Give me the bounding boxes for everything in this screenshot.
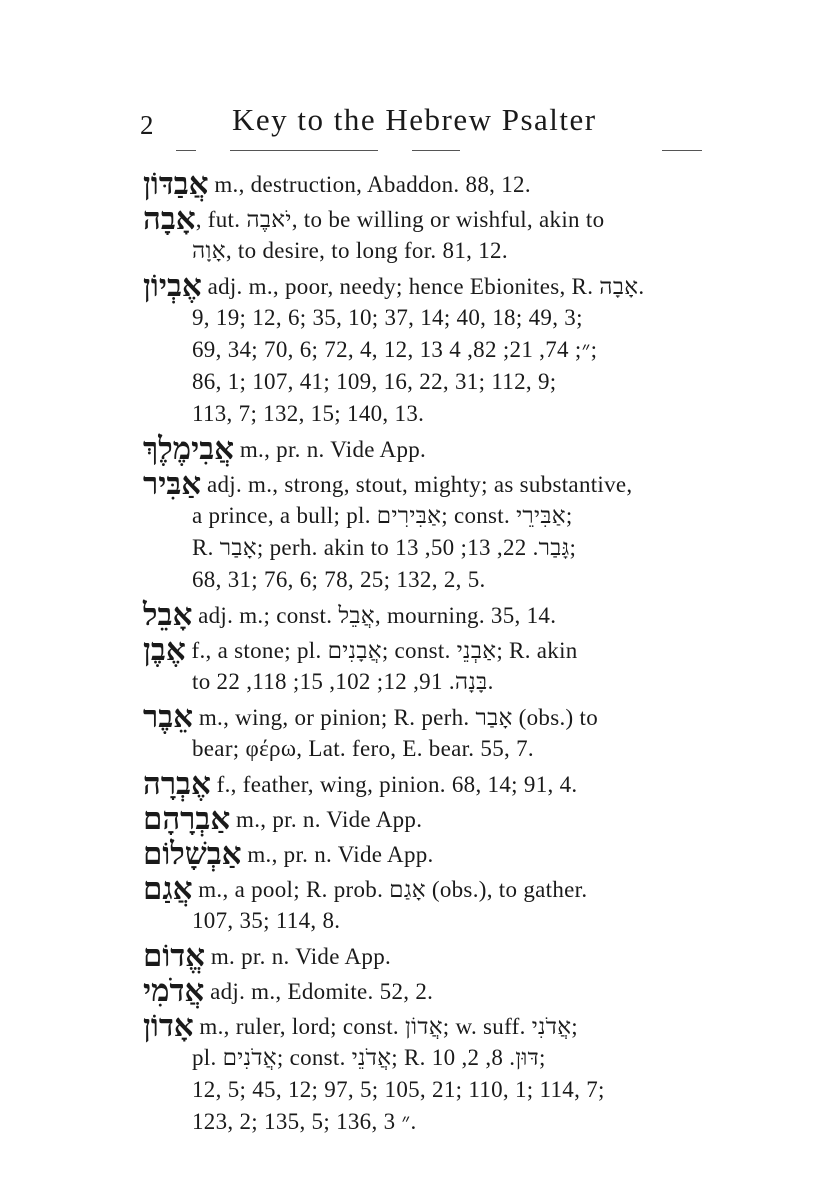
entry-text: m. pr. n. Vide App. (210, 944, 392, 969)
entry-text: m., wing, or pinion; R. perh. אָבַר (obs.) to (198, 705, 599, 730)
entry-line (143, 599, 703, 631)
entry-line (143, 666, 703, 698)
dictionary-entry (143, 768, 703, 800)
entry-text: m., ruler, lord; const. אֲדוֹן; w. suff. אֲדֹנִי; (199, 1014, 578, 1039)
entry-line (143, 564, 703, 596)
header-rule (230, 150, 378, 151)
hebrew-headword: אֲדֹמִי (143, 973, 205, 1009)
hebrew-headword: אָבֵל (143, 597, 193, 633)
dictionary-entry (143, 468, 703, 596)
dictionary-entry (143, 1010, 703, 1138)
entry-line (143, 433, 703, 465)
entry-text: f., feather, wing, pinion. 68, 14; 91, 4. (216, 772, 578, 797)
entry-line (143, 873, 703, 905)
dictionary-entry (143, 940, 703, 972)
hebrew-headword: אֲבִימֶלֶךְ (143, 431, 235, 467)
dictionary-entry (143, 270, 703, 430)
hebrew-headword: אֶבֶן (143, 632, 186, 668)
entry-text: m., pr. n. Vide App. (247, 842, 434, 867)
entry-line (143, 905, 703, 937)
dictionary-entry (143, 599, 703, 631)
entry-line (143, 1074, 703, 1106)
entry-text: adj. m., strong, stout, mighty; as substantive, (206, 472, 633, 497)
entry-line (143, 1106, 703, 1138)
entry-text: adj. m., Edomite. 52, 2. (210, 979, 434, 1004)
entry-line (143, 168, 703, 200)
entry-text: 123, 2; 135, 5; 136, 3 ״. (192, 1109, 417, 1134)
header-rule (662, 150, 702, 151)
page-number: 2 (140, 110, 155, 140)
entry-line (143, 940, 703, 972)
entry-line (143, 334, 703, 366)
entry-text: adj. m.; const. אֲבֵל, mourning. 35, 14. (198, 603, 557, 628)
hebrew-headword: אֲבַדּוֹן (143, 166, 209, 202)
entry-text: 12, 5; 45, 12; 97, 5; 105, 21; 110, 1; 114, 7; (192, 1077, 605, 1102)
entry-text: m., pr. n. Vide App. (239, 437, 427, 462)
dictionary-entry (143, 701, 703, 765)
hebrew-headword: אַבְרָהָם (143, 801, 231, 837)
running-header (140, 102, 700, 146)
entry-line (143, 302, 703, 334)
hebrew-headword: אֶבְרָה (143, 766, 211, 802)
entry-text: m., a pool; R. prob. אָגַם (obs.), to gather. (198, 877, 588, 902)
dictionary-entry (143, 873, 703, 937)
entry-text: 86, 1; 107, 41; 109, 16, 22, 31; 112, 9; (192, 369, 557, 394)
entry-text: m., destruction, Abaddon. 88, 12. (214, 172, 531, 197)
entry-text: to בָּנָה. 91, 12; 102, 15; 118, 22. (192, 669, 494, 694)
entry-line (143, 398, 703, 430)
entry-line (143, 1042, 703, 1074)
hebrew-headword: אַבִּיר (143, 466, 202, 502)
hebrew-headword: אֲגַם (143, 871, 193, 907)
hebrew-headword: אֶבְיוֹן (143, 268, 202, 304)
dictionary-entry (143, 203, 703, 267)
entry-text: m., pr. n. Vide App. (236, 807, 423, 832)
running-title: Key to the Hebrew Psalter (232, 102, 597, 137)
entry-text: pl. אֲדֹנִים; const. אֲדֹנֵי; R. דּוּן. 8, 2, 10; (192, 1045, 546, 1070)
dictionary-entry (143, 168, 703, 200)
entry-text: 107, 35; 114, 8. (192, 908, 341, 933)
dictionary-entry (143, 433, 703, 465)
hebrew-headword: אֵבֶר (143, 699, 194, 735)
entry-text: adj. m., poor, needy; hence Ebionites, R. אָבָה. (207, 274, 645, 299)
entry-text: bear; φέρω, Lat. fero, E. bear. 55, 7. (192, 736, 534, 761)
entry-line (143, 701, 703, 733)
entry-line (143, 500, 703, 532)
entry-line (143, 532, 703, 564)
entry-line (143, 634, 703, 666)
entry-line (143, 235, 703, 267)
entry-line (143, 803, 703, 835)
entry-line (143, 468, 703, 500)
entry-line (143, 975, 703, 1007)
hebrew-headword: אֱדוֹם (143, 938, 206, 974)
entry-line (143, 838, 703, 870)
entry-list (143, 165, 703, 1138)
dictionary-entry (143, 975, 703, 1007)
entry-line (143, 203, 703, 235)
entry-text: 69, 34; 70, 6; 72, 4, 12, 13 ״; 74, 21; 82, 4; (192, 337, 598, 362)
header-rule (176, 150, 196, 151)
entry-text: f., a stone; pl. אֲבָנִים; const. אַבְנֵי; R. akin (191, 638, 578, 663)
entry-text: 68, 31; 76, 6; 78, 25; 132, 2, 5. (192, 567, 486, 592)
entry-text: , fut. יֹאבֶה, to be willing or wishful, akin to (195, 207, 605, 232)
entry-text: R. אָבַר; perh. akin to גָּבַר. 22, 13; 50, 13; (192, 535, 577, 560)
entry-text: 113, 7; 132, 15; 140, 13. (192, 401, 425, 426)
hebrew-headword: אָדוֹן (143, 1008, 194, 1044)
entry-line (143, 366, 703, 398)
entry-line (143, 733, 703, 765)
hebrew-headword: אָבָה (143, 201, 196, 237)
entry-text: a prince, a bull; pl. אַבִּירִים; const. אַבִּירֵי; (192, 503, 573, 528)
dictionary-entry (143, 803, 703, 835)
entry-line (143, 1010, 703, 1042)
entry-line (143, 768, 703, 800)
hebrew-headword: אַבְשָׁלוֹם (143, 836, 242, 872)
dictionary-entry (143, 634, 703, 698)
entry-text: אָוָה, to desire, to long for. 81, 12. (192, 238, 508, 263)
entry-text: 9, 19; 12, 6; 35, 10; 37, 14; 40, 18; 49, 3; (192, 305, 583, 330)
header-rule (412, 150, 460, 151)
entry-line (143, 270, 703, 302)
dictionary-entry (143, 838, 703, 870)
